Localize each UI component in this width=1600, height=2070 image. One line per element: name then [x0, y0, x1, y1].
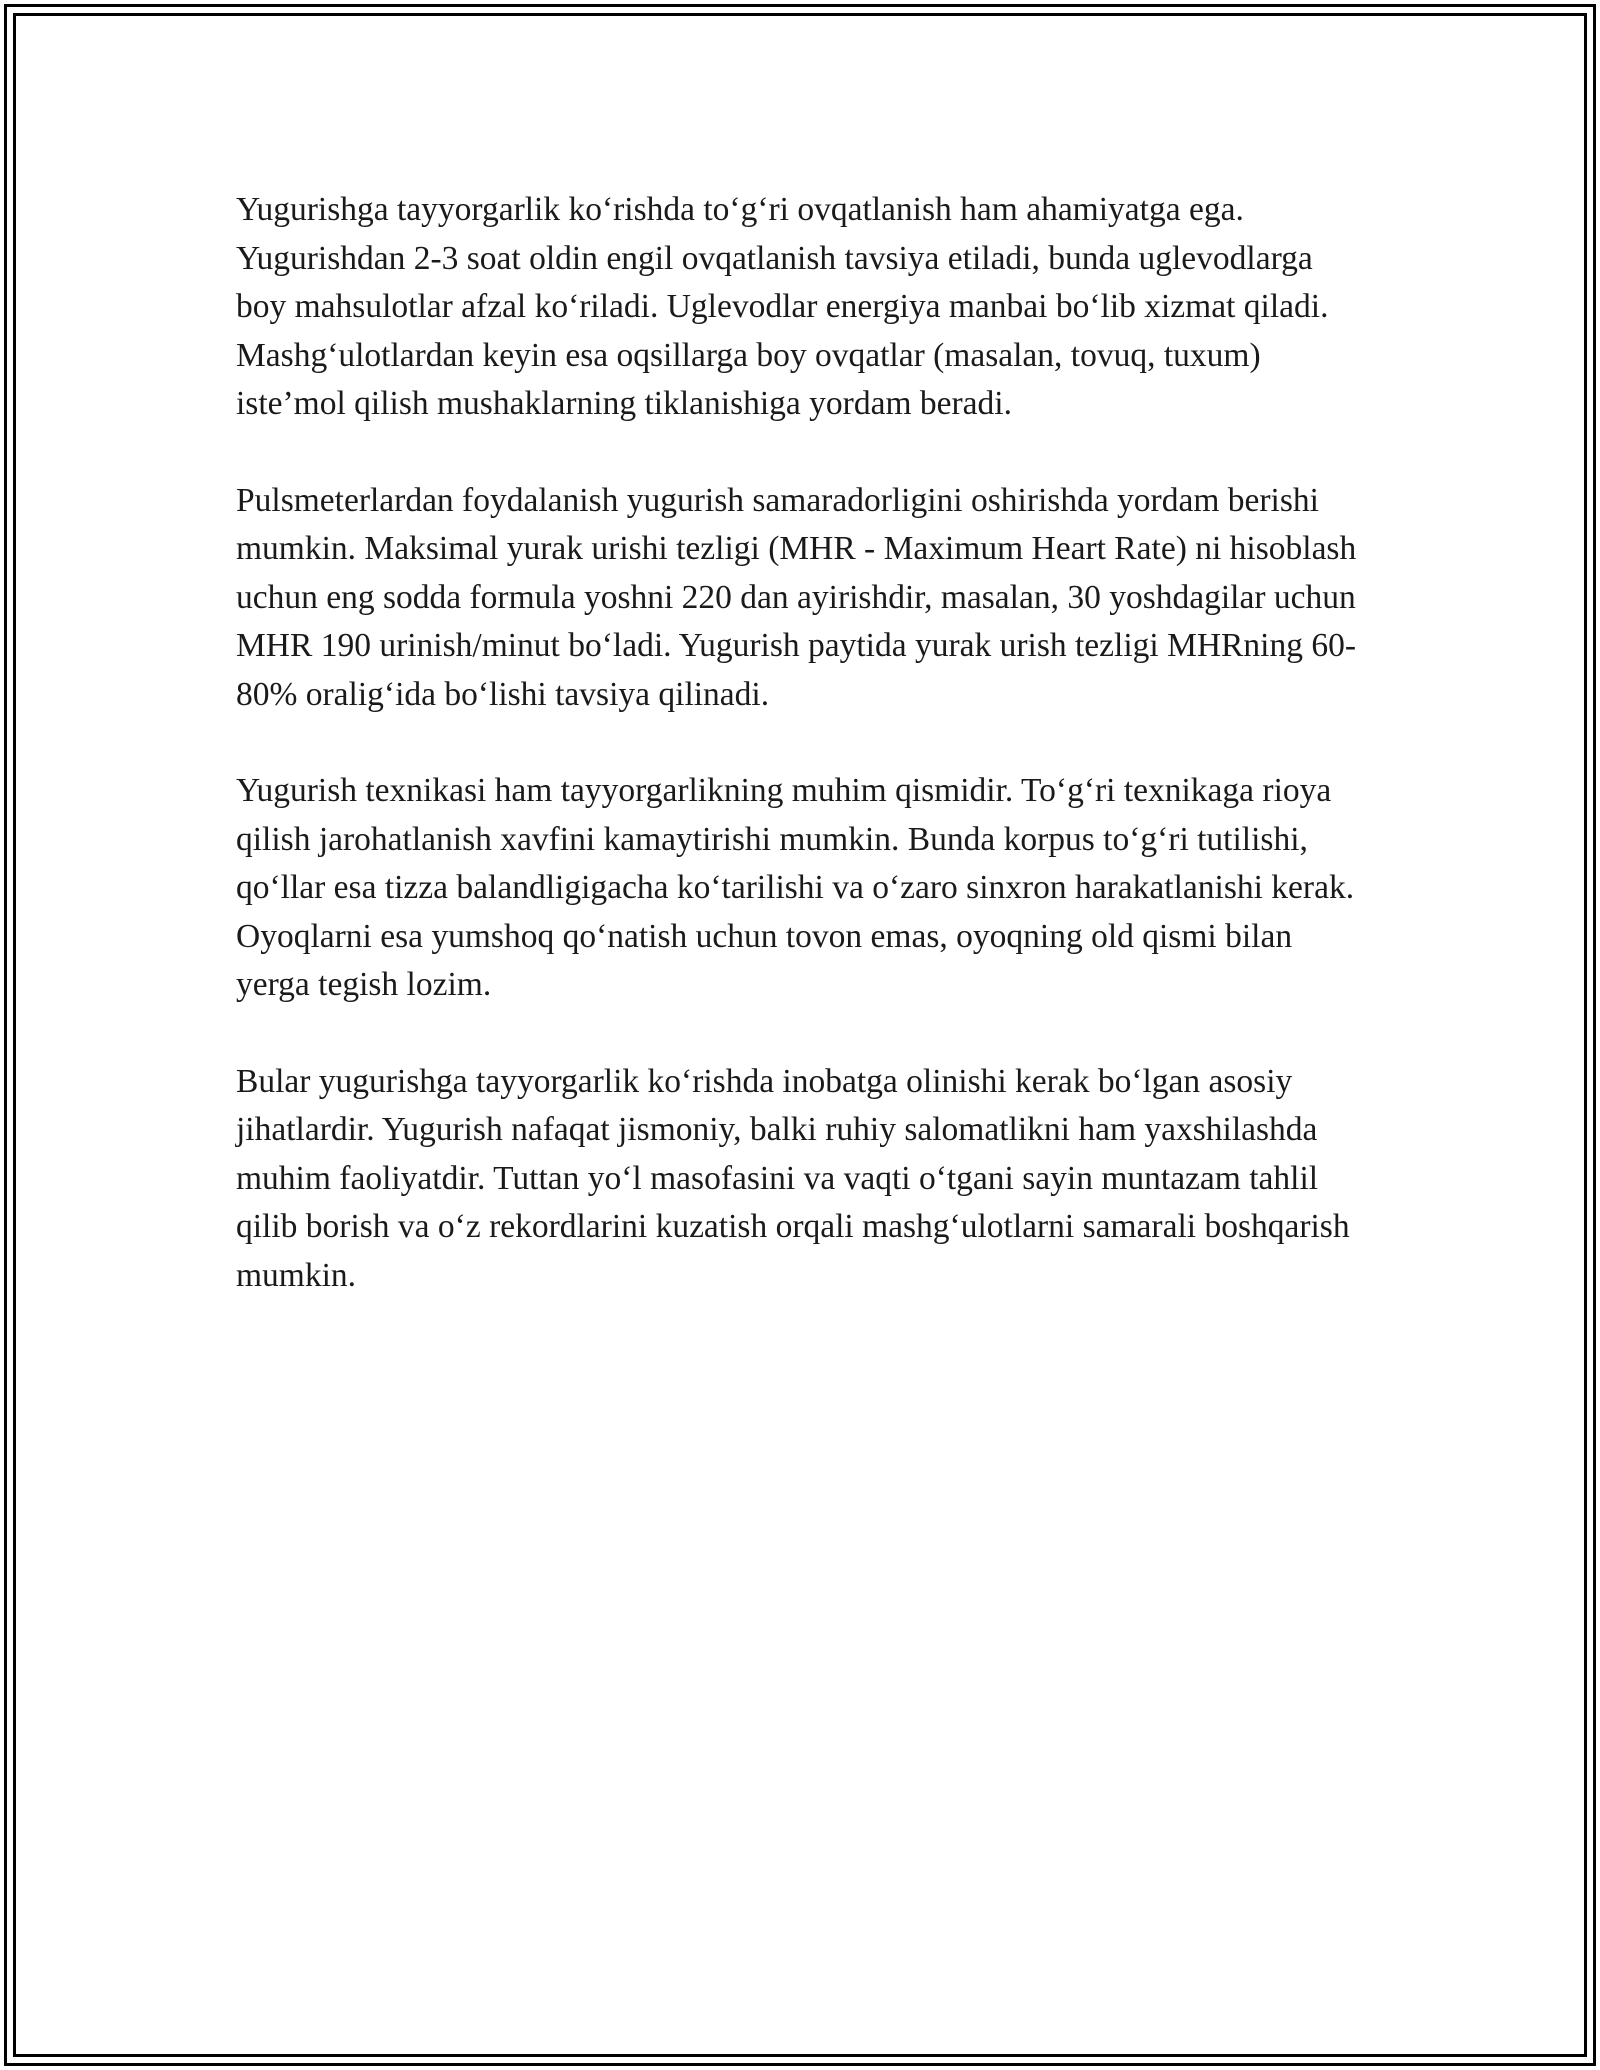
paragraph-conclusion: Bular yugurishga tayyorgarlik ko‘rishda inobatga olinishi kerak bo‘lgan asosiy jihatlardir. Yugurish nafaqat jismoniy, balki ruhiy salomatlikni ham yaxshilashda muhim faoliyatdir. Tuttan yo‘l masofasini va vaqti o‘tgani sayin muntazam tahlil qilib borish va o‘z rekordlarini kuzatish orqali mashg‘ulotlarni samarali boshqarish mumkin. — [236, 1062, 1350, 1294]
paragraph-running-technique: Yugurish texnikasi ham tayyorgarlikning muhim qismidir. To‘g‘ri texnikaga rioya qilish jarohatlanish xavfini kamaytirishi mumkin. Bunda korpus to‘g‘ri tutilishi, qo‘llar esa tizza balandligigacha ko‘tarilishi va o‘zaro sinxron harakatlanishi kerak. Oyoqlarni esa yumshoq qo‘natish uchun tovon emas, oyoqning old qismi bilan yerga tegish lozim. — [236, 772, 1355, 1003]
document-body — [236, 186, 1366, 1348]
paragraph-nutrition: Yugurishga tayyorgarlik ko‘rishda to‘g‘ri ovqatlanish ham ahamiyatga ega. Yugurishdan 2-3 soat oldin engil ovqatlanish tavsiya etiladi, bunda uglevodlarga boy mahsulotlar afzal ko‘riladi. Uglevodlar energiya manbai bo‘lib xizmat qiladi. Mashg‘ulotlardan keyin esa oqsillarga boy ovqatlar (masalan, tovuq, tuxum) iste’mol qilish mushaklarning tiklanishiga yordam beradi. — [236, 191, 1329, 422]
paragraph-heart-rate: Pulsmeterlardan foydalanish yugurish samaradorligini oshirishda yordam berishi mumkin. Maksimal yurak urishi tezligi (MHR - Maximum Heart Rate) ni hisoblash uchun eng sodda formula yoshni 220 dan ayirishdir, masalan, 30 yoshdagilar uchun MHR 190 urinish/minut bo‘ladi. Yugurish paytida yurak urish tezligi MHRning 60-80% oralig‘ida bo‘lishi tavsiya qilinadi. — [236, 481, 1357, 713]
